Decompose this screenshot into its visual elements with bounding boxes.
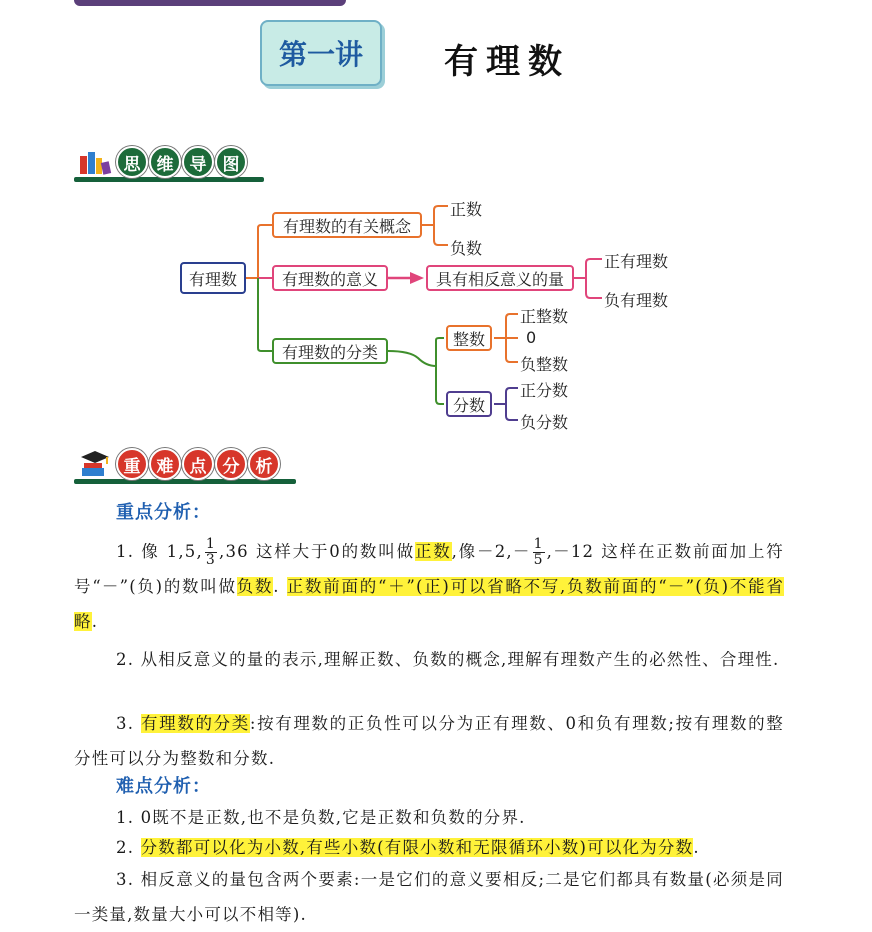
highlight-classification: 有理数的分类 (141, 714, 250, 733)
highlight-fraction-decimal: 分数都可以化为小数,有些小数(有限小数和无限循环小数)可以化为分数 (140, 838, 694, 857)
mindmap-leaf-negative: 负数 (450, 239, 483, 258)
graduation-cap-icon (78, 448, 112, 478)
mindmap-leaf-positive: 正数 (450, 200, 483, 219)
mindmap-leaf-zero: 0 (526, 328, 537, 347)
analysis-badge-1: 重 (116, 448, 148, 480)
mindmap-badge-2: 维 (149, 146, 181, 178)
lesson-title: 有理数 (444, 42, 570, 82)
key-points-heading: 重点分析： (116, 502, 211, 523)
mindmap-node-concept: 有理数的有关概念 (272, 212, 422, 238)
mindmap-section-header (74, 142, 264, 182)
mindmap-leaf-negative-integer: 负整数 (520, 355, 569, 374)
key-point-1: 1. 像 1,5, $\frac{1}{3}$ ,36 这样大于0的数叫做正数,像－2,－ $\frac{1}{5}$ ,－12 这样在正数前面加上符号“－”(负)的数叫做负数. 正数前面的“＋”(正)可以省略不写,负数前面的“－”(负)不能省略. (74, 536, 785, 631)
mindmap-node-opposite-quantities: 具有相反意义的量 (426, 265, 574, 291)
analysis-badge-3: 点 (182, 448, 214, 480)
difficult-point-3: 3. 相反意义的量包含两个要素:一是它们的意义要相反;二是它们都具有数量(必须是同一类量,数量大小可以不相等). (74, 870, 784, 924)
mindmap-leaf-positive-integer: 正整数 (520, 307, 569, 326)
mindmap-leaf-positive-rational: 正有理数 (604, 252, 669, 271)
highlight-sign-rule: 正数前面的“＋”(正)可以省略不写,负数前面的“－”(负)不能省略 (74, 577, 785, 631)
mind-map-diagram (150, 188, 690, 438)
key-point-3: 3. 有理数的分类:按有理数的正负性可以分为正有理数、0和负有理数;按有理数的整分性可以分为整数和分数. (74, 714, 784, 768)
highlight-positive: 正数 (414, 542, 452, 561)
mindmap-badge-1: 思 (116, 146, 148, 178)
highlight-negative: 负数 (236, 577, 274, 596)
mindmap-badge-3: 导 (182, 146, 214, 178)
mindmap-leaf-negative-rational: 负有理数 (604, 291, 669, 310)
difficult-points-heading: 难点分析： (116, 776, 211, 797)
lesson-number-tag: 第一讲 (260, 20, 382, 86)
mindmap-badge-4: 图 (215, 146, 247, 178)
analysis-section-header (74, 444, 296, 484)
mindmap-root: 有理数 (180, 262, 246, 294)
difficult-point-1: 1. 0既不是正数,也不是负数,它是正数和负数的分界. (116, 808, 526, 827)
difficult-point-2: 2. 分数都可以化为小数,有些小数(有限小数和无限循环小数)可以化为分数. (116, 838, 700, 857)
fraction-one-third: $\frac{1}{3}$ (205, 536, 217, 568)
mindmap-node-integer: 整数 (446, 325, 492, 351)
analysis-badge-5: 析 (248, 448, 280, 480)
mindmap-leaf-positive-fraction: 正分数 (520, 381, 569, 400)
mindmap-node-classification: 有理数的分类 (272, 338, 388, 364)
books-icon (78, 146, 112, 176)
mindmap-node-fraction: 分数 (446, 391, 492, 417)
analysis-badge-4: 分 (215, 448, 247, 480)
fraction-one-fifth: $\frac{1}{5}$ (533, 536, 544, 568)
key-point-2: 2. 从相反意义的量的表示,理解正数、负数的概念,理解有理数产生的必然性、合理性. (116, 650, 780, 669)
top-decoration-bar (74, 0, 346, 6)
mindmap-node-meaning: 有理数的意义 (272, 265, 388, 291)
mindmap-leaf-negative-fraction: 负分数 (520, 413, 569, 432)
analysis-badge-2: 难 (149, 448, 181, 480)
